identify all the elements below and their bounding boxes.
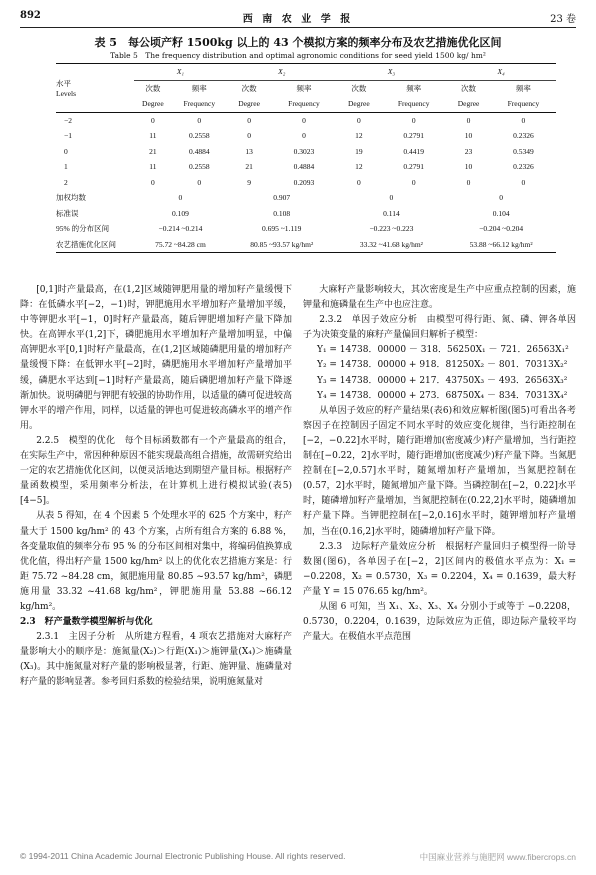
value-cell: 11 [149,162,157,172]
sub-header: Frequency [507,99,540,109]
sub-header: 次数 [351,83,367,93]
stat-row [56,206,556,222]
value-cell: 0.5349 [513,146,534,156]
left-column [20,283,292,691]
value-cell: 0 [356,177,361,187]
value-cell: 23 [464,146,473,156]
paragraph: 从表 5 得知，在 4 个因素 5 个处理水平的 625 个方案中，籽产量大于 1500 kg/hm² 的 43 个方案，占所有组合方案的 6.88 %，各变量取值的频率分布 95 % 的分布区间相对集中，将编码值换算成优化值，得出籽产量 1500 kg/hm² 以上的优化农艺措施方案是：行距 75.72 ~84.28 cm，氮肥施用量 80.85 ~93.57 kg/hm²，磷肥施用量 33.32 ~41.68 kg/hm²，钾肥施用量 53.88 ~66.12 kg/hm²。 [20,511,292,612]
var-header: X₃ [337,64,447,81]
table-row [56,112,556,128]
value-cell: 0 [411,115,416,125]
sub-header: Frequency [183,99,216,109]
stat-value: 0 [389,193,394,203]
stat-row [56,190,556,206]
stat-value: 0.114 [383,208,400,218]
sub-header: 频率 [515,83,531,93]
sub-header: 频率 [296,83,312,93]
value-cell: 0 [302,131,306,141]
paragraph: 2.3.2 单因子效应分析 由模型可得行距、氮、磷、钾各单因子为决策变量的麻籽产量偏回归解析子模型： [303,315,576,341]
value-cell: 0 [197,177,202,187]
value-cell: 0 [302,115,306,125]
table-row [56,144,556,160]
stat-label: 农艺措施优化区间 [56,239,116,249]
value-cell: 21 [149,146,157,156]
sub-header: Frequency [288,99,320,109]
table-row [56,175,556,191]
level-cell: 2 [64,177,68,187]
right-column [303,283,576,645]
value-cell: 0.2791 [403,131,424,141]
var-header: X₄ [446,64,556,81]
paragraph: Y₁ = 14738．00000 － 318．56250X₁ － 721．26563X₁² [317,345,569,356]
frequency-table [56,63,556,253]
value-cell: 0 [247,115,251,125]
value-cell: 0.4419 [403,146,424,156]
paragraph: 大麻籽产量影响较大，其次密度是生产中应重点控制的因素，施钾量和施磷量在生产中也应注意。 [303,285,576,311]
stat-value: 75.72 ~84.28 cm [155,239,206,249]
value-cell: 0 [411,177,416,187]
table-caption-en: Table 5 The frequency distribution and optimal agronomic conditions for seed yield 1500 kg/ hm² [110,51,486,60]
sub-header: 次数 [461,83,477,93]
stat-label: 标准误 [56,208,79,218]
value-cell: 0 [466,177,471,187]
stat-label: 95% 的分布区间 [56,224,110,234]
value-cell: 0.2558 [188,162,210,172]
level-cell: −1 [64,131,72,141]
journal-title: 西 南 农 业 学 报 [242,14,354,25]
sub-header: Degree [142,99,164,109]
stat-value: 80.85 ~93.57 kg/hm² [250,239,314,249]
value-cell: 0.2791 [403,162,424,172]
table-row [56,159,556,175]
value-cell: 0 [197,115,202,125]
stat-value: 0.108 [273,208,291,218]
header-rule [20,27,576,28]
value-cell: 9 [247,177,251,187]
sub-header: Degree [348,99,370,109]
paragraph: 从图 6 可知，当 X₁、X₂、X₃、X₄ 分别小于或等于 −0.2208，0.5730，0.2204，0.1639，边际效应为正值，即边际产量较平均产量大。在极值水平点范围 [303,601,576,643]
copyright: © 1994-2011 China Academic Journal Electronic Publishing House. All rights reserved. [20,851,346,861]
stat-value: 0.695 ~1.119 [262,224,302,234]
stat-value: 53.88 ~66.12 kg/hm² [469,239,533,249]
value-cell: 10 [464,162,473,172]
value-cell: 13 [245,146,253,156]
value-cell: 0.2093 [293,177,315,187]
var-header: X₂ [227,64,337,81]
value-cell: 19 [355,146,363,156]
stat-value: 0 [499,193,503,203]
sub-header: Degree [457,99,480,109]
stat-row [56,237,556,253]
paragraph: [0,1]时产量最高，在(1,2]区域随钾肥用量的增加籽产量缓慢下降：在低磷水平[−2，−1)时，钾肥施用水平增加籽产量增加平缓，中等钾肥水平[−1，0]时籽产量最高，随后钾肥增加籽产量下降加快。在高钾水平(1,2]下，磷肥施用水平增加籽产量增加明显，中偏高钾肥水平[0,1]时籽产量最高，在(1,2]区域随磷肥用量的增加籽产量缓慢下降：在低钾水平[−2]时，磷肥施用水平增加籽产量增加平缓，磷肥水平达到[−1]时籽产量最高，随后磷肥增加籽产量下降逐渐加快。说明磷肥与钾肥有较强的协助作用，以适量的磷可促进较高钾水平的增产作用，同样，以适量的钾也可促进较高磷水平的增产作用。 [20,285,292,431]
level-cell: 1 [64,162,68,172]
stat-value: −0.204 ~0.204 [479,224,524,234]
page-number: 892 [20,10,41,21]
stat-value: 33.32 ~41.68 kg/hm² [359,239,423,249]
sub-header: Degree [238,99,260,109]
sub-header: 次数 [145,83,161,93]
sub-header: 频率 [191,83,207,93]
sub-header: 次数 [241,83,257,93]
footer [20,851,576,861]
stat-value: −0.223 ~0.223 [369,224,414,234]
stat-value: −0.214 ~0.214 [158,224,203,234]
value-cell: 0.4884 [188,146,210,156]
value-cell: 0.4884 [293,162,315,172]
value-cell: 0 [150,177,155,187]
value-cell: 0.2326 [513,162,534,172]
value-cell: 0 [247,131,251,141]
watermark: 中国麻业营养与施肥网 www.fibercrops.cn [419,852,576,862]
paragraph: Y₃ = 14738．00000 + 217．43750X₃ － 493．26563X₃² [317,375,568,386]
paragraph: Y₄ = 14738．00000 + 273．68750X₄ － 834．70313X₄² [317,390,568,401]
paragraph: 2.3 籽产量数学模型解析与优化 [20,617,153,628]
stat-value: 0.109 [171,208,189,218]
var-header: X₁ [134,64,227,81]
value-cell: 12 [355,131,363,141]
value-cell: 0 [356,115,361,125]
stat-row [56,221,556,237]
paragraph: 2.3.1 主因子分析 从所建方程看，4 项农艺措施对大麻籽产量影响大小的顺序是：施氮量(X₂)＞行距(X₁)＞施钾量(X₄)＞施磷量(X₃)。其中施氮量对籽产量的影响极显著，行距、施钾量、施磷量对籽产量的影响显著。参考回归系数的检验结果，说明施氮量对 [20,632,292,688]
stat-value: 0.104 [492,208,510,218]
value-cell: 12 [355,162,363,172]
level-header: 水平 Levels [56,78,76,98]
paragraph: 从单因子效应的籽产量结果(表6)和效应解析图(图5)可看出各考察因子在控制因子固定不同水平时的效应变化规律，当行距控制在[−2，−0.22]水平时，随行距增加(密度减少)籽产量增加，当行距控制在[−0.22，2]水平时，随行距增加(密度减少)籽产量下降。当氮肥控制在[−2,0.57]水平时，随氮增加籽产量增加，当氮肥控制在(0.57，2]水平时，随氮增加产量下降。当磷控制在[−2，0.22]水平时，随磷增加籽产量增加，当氮肥控制在(0.22,2]水平时，随磷增加籽产量下降。当钾肥控制在[−2,0.16]水平时，随钾增加籽产量增加，当在(0.16,2]水平时，随磷增加籽产量下降。 [303,405,576,537]
table-row [56,128,556,144]
paragraph: Y₂ = 14738．00000 + 918．81250X₂ － 801．70313X₂² [317,360,568,371]
value-cell: 0 [521,177,526,187]
sub-header: Frequency [397,99,430,109]
stat-value: 0.907 [273,193,291,203]
paragraph: 2.3.3 边际籽产量效应分析 根据籽产量回归子模型得一阶导数图(图6)，各单因子在[−2，2]区间内的极值水平点为：X₁ = −0.2208，X₂ = 0.5730，X₃ = 0.2204，X₄ = 0.1639，最大籽产量 Y = 15 076.65 kg/hm²。 [303,541,576,597]
stat-value: 0 [178,193,183,203]
value-cell: 0.2326 [513,131,534,141]
value-cell: 11 [149,131,157,141]
level-cell: −2 [64,115,72,125]
value-cell: 21 [245,162,253,172]
value-cell: 0.2558 [188,131,210,141]
running-header [20,10,576,26]
value-cell: 0 [466,115,471,125]
sub-header: 频率 [406,83,422,93]
value-cell: 0 [150,115,155,125]
paragraph: 2.2.5 模型的优化 每个目标函数都有一个产量最高的组合，在实际生产中，常因种种原因不能实现最高组合措施，故需研究给出一定的农艺措施优化区间，以便灵活地达到期望产量目标。根据籽产量函数模型，采用频率分析法，在计算机上进行模拟试验(表5)[4−5]。 [20,435,292,507]
value-cell: 10 [464,131,473,141]
volume-number: 23 卷 [550,14,576,25]
level-cell: 0 [64,146,68,156]
value-cell: 0.3023 [293,146,315,156]
value-cell: 0 [521,115,526,125]
table-caption-cn: 表 5 每公顷产籽 1500kg 以上的 43 个模拟方案的频率分布及农艺措施优化区间 [94,36,502,49]
stat-label: 加权均数 [56,193,86,203]
